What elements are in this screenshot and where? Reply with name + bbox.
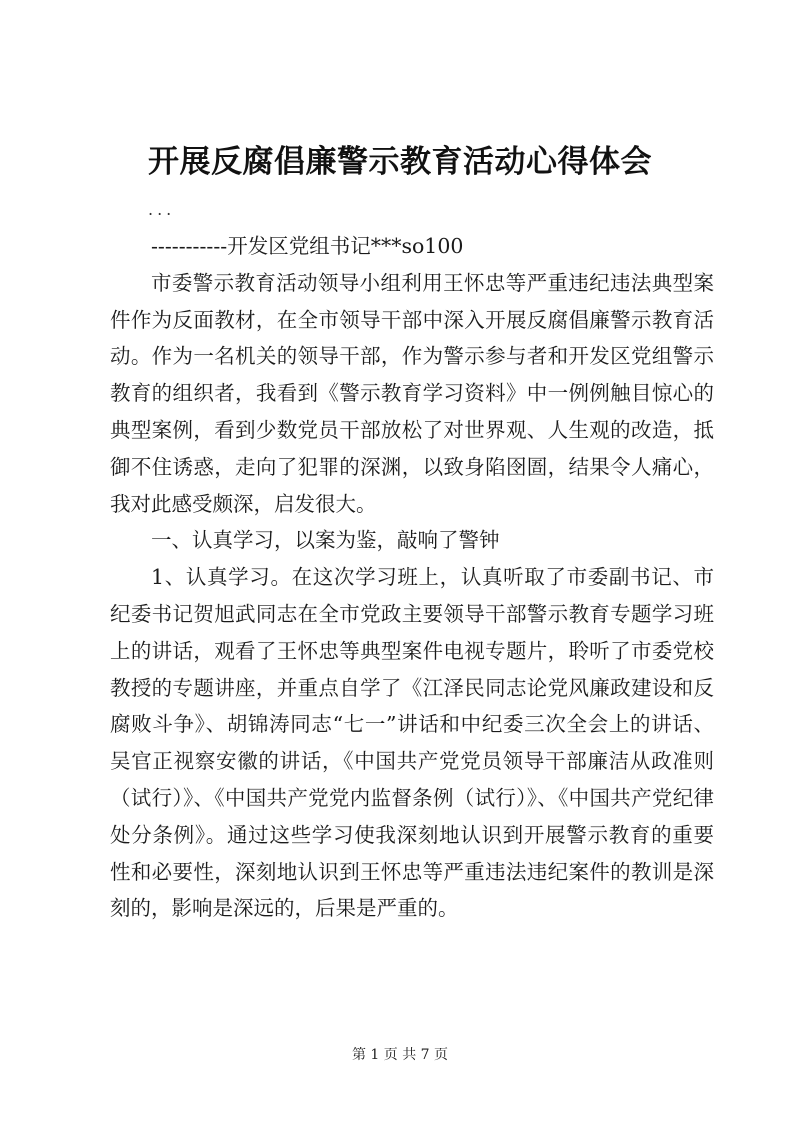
page-footer: 第 1 页 共 7 页	[351, 1047, 449, 1063]
paragraph-intro: 市委警示教育活动领导小组利用王怀忠等严重违纪违法典型案件作为反面教材，在全市领导干部中深入开展反腐倡廉警示教育活动。作为一名机关的领导干部，作为警示参与者和开发区党组警示教育的组织者，我看到《警示教育学习资料》中一例例触目惊心的典型案例，看到少数党员干部放松了对世界观、人生观的改造，抵御不住诱惑，走向了犯罪的深渊，以致身陷囹圄，结果令人痛心，我对此感受颇深，启发很大。	[110, 270, 714, 516]
section-heading-1: 一、认真学习，以案为鉴，敲响了警钟	[151, 528, 500, 553]
paragraph-study: 1、认真学习。在这次学习班上，认真听取了市委副书记、市纪委书记贺旭武同志在全市党政主要领导干部警示教育专题学习班上的讲话，观看了王怀忠等典型案件电视专题片，聆听了市委党校教授的专题讲座，并重点自学了《江泽民同志论党风廉政建设和反腐败斗争》、胡锦涛同志“七一”讲话和中纪委三次全会上的讲话、吴官正视察安徽的讲话，《中国共产党党员领导干部廉洁从政准则（试行）》、《中国共产党党内监督条例（试行）》、《中国共产党纪律处分条例》。通过这些学习使我深刻地认识到开展警示教育的重要性和必要性，深刻地认识到王怀忠等严重违法违纪案件的教训是深刻的，影响是深远的，后果是严重的。	[110, 565, 714, 921]
author-line: -----------开发区党组书记***so100	[151, 234, 464, 258]
ellipsis-marker: ...	[148, 200, 176, 219]
document-body	[110, 228, 714, 927]
document-title: 开展反腐倡廉警示教育活动心得体会	[148, 144, 652, 180]
